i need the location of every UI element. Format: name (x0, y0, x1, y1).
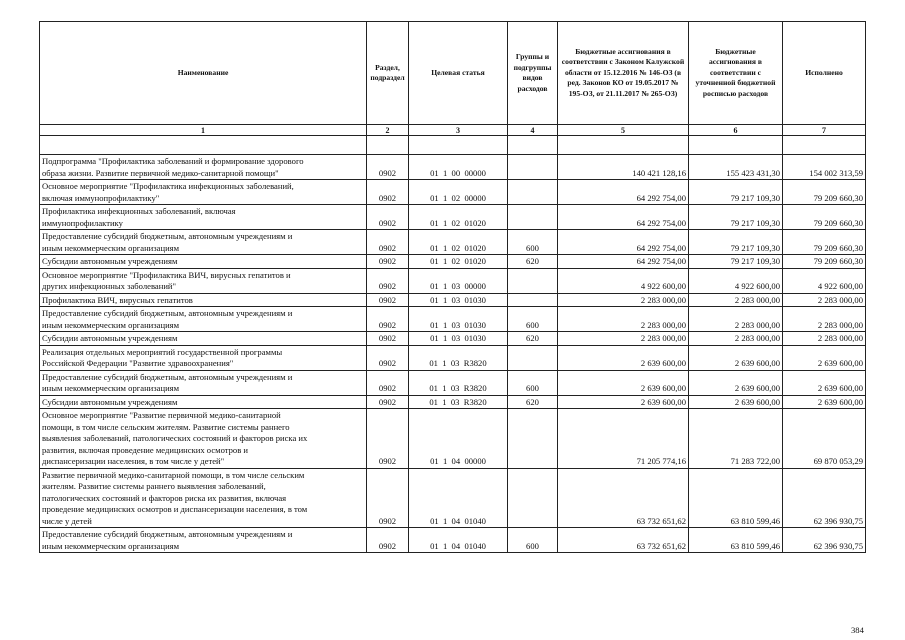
spacer-row (40, 136, 866, 155)
row-executed-amount: 79 209 660,30 (783, 255, 866, 269)
row-group (508, 155, 558, 180)
row-section: 0902 (367, 307, 409, 332)
row-law-amount: 2 639 600,00 (558, 395, 689, 409)
row-name (40, 345, 367, 370)
row-section: 0902 (367, 205, 409, 230)
row-name (40, 180, 367, 205)
row-section: 0902 (367, 180, 409, 205)
row-group (508, 180, 558, 205)
row-section: 0902 (367, 293, 409, 307)
row-name-line: Субсидии автономным учреждениям (42, 256, 178, 266)
row-refined-amount: 4 922 600,00 (689, 268, 783, 293)
row-executed-amount: 4 922 600,00 (783, 268, 866, 293)
row-name-line: Предоставление субсидий бюджетным, автономным учреждениям и (42, 231, 293, 241)
row-law-amount: 4 922 600,00 (558, 268, 689, 293)
row-law-amount: 63 732 651,62 (558, 528, 689, 553)
table-row (40, 255, 866, 269)
row-section: 0902 (367, 332, 409, 346)
row-refined-amount: 63 810 599,46 (689, 528, 783, 553)
row-executed-amount: 79 209 660,30 (783, 180, 866, 205)
table-row (40, 205, 866, 230)
row-executed-amount: 154 002 313,59 (783, 155, 866, 180)
table-row (40, 528, 866, 553)
row-group (508, 345, 558, 370)
row-law-amount: 64 292 754,00 (558, 255, 689, 269)
row-group (508, 205, 558, 230)
table-row (40, 345, 866, 370)
row-name (40, 395, 367, 409)
row-target: 01 1 03 R3820 (409, 345, 508, 370)
table-row (40, 155, 866, 180)
header-name: Наименование (40, 22, 367, 125)
row-name (40, 268, 367, 293)
row-name-line: Развитие первичной медико-санитарной помощи, в том числе сельским (42, 469, 305, 480)
row-section: 0902 (367, 395, 409, 409)
row-executed-amount: 69 870 053,29 (783, 409, 866, 469)
budget-table (39, 21, 866, 553)
row-group: 620 (508, 395, 558, 409)
row-group: 600 (508, 370, 558, 395)
row-group (508, 468, 558, 528)
row-name-line: включая иммунопрофилактику" (42, 192, 160, 203)
header-groups: Группы и подгруппы видов расходов (508, 22, 558, 125)
row-name-line: проведение медицинских осмотров и диспансеризации населения, в том (42, 504, 308, 514)
row-target: 01 1 02 01020 (409, 205, 508, 230)
row-name-line: патологических состояний и факторов риска их развития, включая (42, 492, 287, 503)
row-refined-amount: 79 217 109,30 (689, 180, 783, 205)
row-name-line: иммунопрофилактику (42, 217, 123, 228)
column-number: 3 (409, 125, 508, 136)
row-target: 01 1 03 01030 (409, 307, 508, 332)
row-target: 01 1 03 01030 (409, 293, 508, 307)
row-name (40, 468, 367, 528)
row-target: 01 1 02 01020 (409, 255, 508, 269)
row-refined-amount: 79 217 109,30 (689, 255, 783, 269)
column-number: 1 (40, 125, 367, 136)
row-executed-amount: 2 639 600,00 (783, 370, 866, 395)
row-name (40, 307, 367, 332)
column-number: 7 (783, 125, 866, 136)
row-name-line: Субсидии автономным учреждениям (42, 396, 178, 407)
row-refined-amount: 79 217 109,30 (689, 230, 783, 255)
row-section: 0902 (367, 468, 409, 528)
row-section: 0902 (367, 528, 409, 553)
row-refined-amount: 2 639 600,00 (689, 395, 783, 409)
row-name-line: Основное мероприятие "Развитие первичной медико-санитарной (42, 410, 281, 420)
row-name-line: выявления заболеваний, патологических состояний и факторов риска их (42, 433, 308, 443)
header-row (40, 22, 866, 125)
table-row (40, 230, 866, 255)
row-group: 600 (508, 230, 558, 255)
row-target: 01 1 04 00000 (409, 409, 508, 469)
row-law-amount: 2 283 000,00 (558, 307, 689, 332)
table-row (40, 409, 866, 469)
row-group (508, 268, 558, 293)
row-executed-amount: 62 396 930,75 (783, 468, 866, 528)
row-refined-amount: 2 639 600,00 (689, 345, 783, 370)
row-section: 0902 (367, 345, 409, 370)
row-law-amount: 64 292 754,00 (558, 180, 689, 205)
header-executed: Исполнено (783, 22, 866, 125)
row-executed-amount: 62 396 930,75 (783, 528, 866, 553)
row-name (40, 528, 367, 553)
row-name-line: Предоставление субсидий бюджетным, автономным учреждениям и (42, 308, 293, 318)
row-refined-amount: 63 810 599,46 (689, 468, 783, 528)
row-target: 01 1 02 00000 (409, 180, 508, 205)
row-executed-amount: 2 283 000,00 (783, 332, 866, 346)
row-group: 600 (508, 528, 558, 553)
row-name-line: иным некоммерческим организациям (42, 383, 180, 393)
table-row (40, 332, 866, 346)
row-name-line: иным некоммерческим организациям (42, 319, 180, 330)
table-row (40, 268, 866, 293)
table-row (40, 395, 866, 409)
table-body (40, 136, 866, 553)
row-name-line: Российской Федерации "Развитие здравоохранения" (42, 358, 234, 368)
row-name-line: развития, включая проведение медицинских осмотров и (42, 444, 249, 455)
row-section: 0902 (367, 155, 409, 180)
header-section: Раздел, подраздел (367, 22, 409, 125)
row-executed-amount: 79 209 660,30 (783, 230, 866, 255)
row-name (40, 155, 367, 180)
row-group: 600 (508, 307, 558, 332)
row-refined-amount: 2 283 000,00 (689, 332, 783, 346)
row-target: 01 1 03 R3820 (409, 370, 508, 395)
row-name-line: Предоставление субсидий бюджетным, автономным учреждениям и (42, 371, 293, 382)
row-section: 0902 (367, 370, 409, 395)
row-name (40, 230, 367, 255)
row-name-line: Предоставление субсидий бюджетным, автономным учреждениям и (42, 529, 293, 539)
row-name (40, 370, 367, 395)
row-section: 0902 (367, 268, 409, 293)
row-target: 01 1 03 R3820 (409, 395, 508, 409)
table-row (40, 468, 866, 528)
row-name-line: других инфекционных заболеваний" (42, 281, 177, 291)
row-group (508, 293, 558, 307)
row-name (40, 255, 367, 269)
row-name-line: иным некоммерческим организациям (42, 242, 180, 253)
row-target: 01 1 04 01040 (409, 528, 508, 553)
row-target: 01 1 02 01020 (409, 230, 508, 255)
row-refined-amount: 2 283 000,00 (689, 307, 783, 332)
row-name-line: Субсидии автономным учреждениям (42, 333, 178, 343)
header-law-allocations: Бюджетные ассигнования в соответствии с Законом Калужской области от 15.12.2016 № 146-ОЗ (в ред. Законов КО от 19.05.2017 № 195-ОЗ, от 21.11.2017 № 265-ОЗ) (558, 22, 689, 125)
table-row (40, 293, 866, 307)
row-name-line: Основное мероприятие "Профилактика ВИЧ, вирусных гепатитов и (42, 269, 291, 280)
row-group: 620 (508, 332, 558, 346)
row-target: 01 1 04 01040 (409, 468, 508, 528)
row-refined-amount: 155 423 431,30 (689, 155, 783, 180)
row-section: 0902 (367, 255, 409, 269)
row-group: 620 (508, 255, 558, 269)
row-target: 01 1 00 00000 (409, 155, 508, 180)
row-name-line: Профилактика ВИЧ, вирусных гепатитов (42, 294, 193, 305)
row-refined-amount: 71 283 722,00 (689, 409, 783, 469)
row-executed-amount: 79 209 660,30 (783, 205, 866, 230)
row-name-line: Профилактика инфекционных заболеваний, включая (42, 206, 236, 216)
column-number: 2 (367, 125, 409, 136)
row-executed-amount: 2 283 000,00 (783, 307, 866, 332)
row-name-line: диспансеризации населения, в том числе у детей" (42, 456, 225, 466)
row-refined-amount: 79 217 109,30 (689, 205, 783, 230)
column-number: 6 (689, 125, 783, 136)
column-number: 5 (558, 125, 689, 136)
table-row (40, 370, 866, 395)
row-group (508, 409, 558, 469)
row-name (40, 205, 367, 230)
header-refined-allocations: Бюджетные ассигнования в соответствии с уточненной бюджетной росписью расходов (689, 22, 783, 125)
row-name-line: образа жизни. Развитие первичной медико-санитарной помощи" (42, 167, 279, 178)
row-target: 01 1 03 01030 (409, 332, 508, 346)
row-law-amount: 71 205 774,16 (558, 409, 689, 469)
row-law-amount: 140 421 128,16 (558, 155, 689, 180)
budget-table-sheet (39, 21, 865, 553)
row-name-line: Основное мероприятие "Профилактика инфекционных заболеваний, (42, 181, 294, 191)
row-law-amount: 2 639 600,00 (558, 370, 689, 395)
header-target: Целевая статья (409, 22, 508, 125)
row-name (40, 332, 367, 346)
row-section: 0902 (367, 230, 409, 255)
row-law-amount: 2 639 600,00 (558, 345, 689, 370)
row-law-amount: 64 292 754,00 (558, 205, 689, 230)
page-number: 384 (851, 625, 864, 635)
row-name (40, 409, 367, 469)
row-law-amount: 2 283 000,00 (558, 332, 689, 346)
row-name-line: жителям. Развитие системы раннего выявления заболеваний, (42, 481, 266, 491)
table-row (40, 307, 866, 332)
row-name-line: помощи, в том числе сельским жителям. Развитие системы раннего (42, 421, 290, 432)
table-row (40, 180, 866, 205)
row-section: 0902 (367, 409, 409, 469)
row-law-amount: 64 292 754,00 (558, 230, 689, 255)
column-number-row (40, 125, 866, 136)
row-name-line: числе у детей (42, 515, 92, 526)
row-executed-amount: 2 639 600,00 (783, 395, 866, 409)
row-law-amount: 2 283 000,00 (558, 293, 689, 307)
column-number: 4 (508, 125, 558, 136)
row-law-amount: 63 732 651,62 (558, 468, 689, 528)
row-executed-amount: 2 283 000,00 (783, 293, 866, 307)
row-name-line: иным некоммерческим организациям (42, 540, 180, 551)
row-executed-amount: 2 639 600,00 (783, 345, 866, 370)
row-name (40, 293, 367, 307)
row-target: 01 1 03 00000 (409, 268, 508, 293)
row-refined-amount: 2 283 000,00 (689, 293, 783, 307)
row-name-line: Подпрограмма "Профилактика заболеваний и формирование здорового (42, 156, 304, 166)
row-refined-amount: 2 639 600,00 (689, 370, 783, 395)
row-name-line: Реализация отдельных мероприятий государственной программы (42, 346, 283, 357)
